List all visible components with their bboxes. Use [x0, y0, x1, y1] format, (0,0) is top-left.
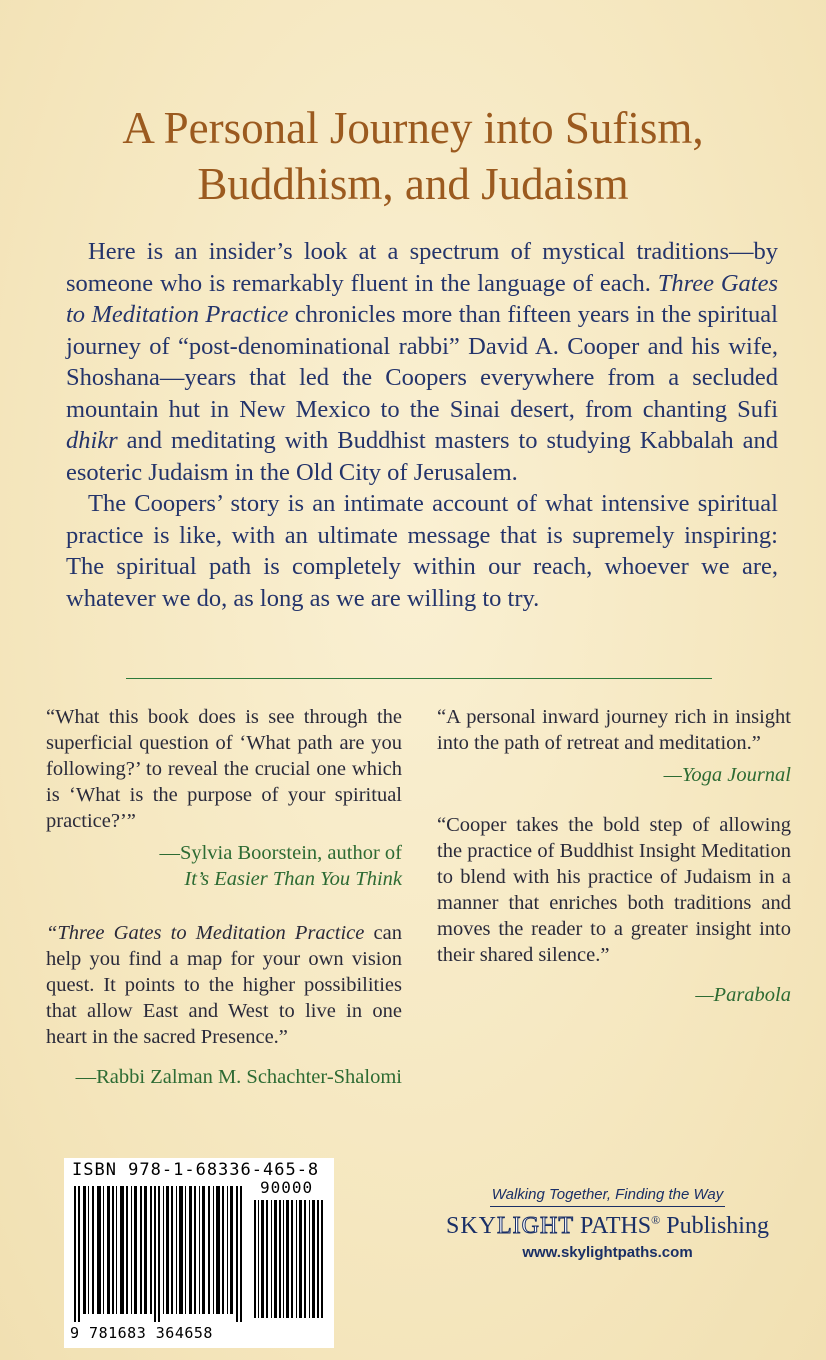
- attribution-name: —Sylvia Boorstein, author of: [159, 842, 402, 864]
- endorsement-quote: “A personal inward journey rich in insight into the path of retreat and meditation.”: [437, 706, 791, 754]
- attribution-book: It’s Easier Than You Think: [184, 868, 402, 890]
- title-line-1: A Personal Journey into Sufism,: [122, 103, 704, 153]
- book-description: [66, 236, 778, 614]
- title-line-2: Buddhism, and Judaism: [197, 159, 629, 209]
- back-cover-title: [0, 100, 826, 212]
- description-paragraph-1: [66, 236, 778, 488]
- dhikr-term: dhikr: [66, 427, 118, 454]
- addon-barcode-bars: [254, 1200, 324, 1318]
- endorsement-quote: [46, 920, 402, 1050]
- publisher-name-sky: SKY: [446, 1213, 498, 1239]
- endorsements-right-column: [437, 704, 791, 1008]
- publisher-tagline: Walking Together, Finding the Way: [491, 1186, 724, 1203]
- quote-text: can help you find a map for your own vision quest. It points to the higher possibilities that allow East and West to live in one heart in the sacred Presence.”: [46, 922, 403, 1048]
- tagline-rule: [490, 1206, 725, 1207]
- description-text: and meditating with Buddhist masters to studying Kabbalah and esoteric Judaism in the Old City of Jerusalem.: [66, 427, 778, 486]
- isbn-barcode: [64, 1158, 334, 1348]
- publisher-name: [440, 1213, 775, 1240]
- publisher-website[interactable]: www.skylightpaths.com: [522, 1244, 693, 1261]
- publisher-block: [440, 1186, 775, 1261]
- publisher-name-publishing: Publishing: [660, 1213, 769, 1239]
- endorsement-attribution: [46, 840, 402, 892]
- description-paragraph-2: The Coopers’ story is an intimate account of what intensive spiritual practice is like, with an ultimate message that is supremely inspiring: The spiritual path is completely within our reach, whoever we are, whatever we do, as long as we are willing to try.: [66, 490, 778, 612]
- publisher-name-paths: PATHS: [574, 1213, 652, 1239]
- price-code: 90000: [260, 1178, 314, 1197]
- endorsement-attribution: —Rabbi Zalman M. Schachter-Shalomi: [75, 1066, 402, 1088]
- endorsement-attribution: —Yoga Journal: [663, 764, 791, 786]
- endorsement-quote: “Cooper takes the bold step of allowing the practice of Buddhist Insight Meditation to blend with his practice of Judaism in a manner that enriches both traditions and moves the reader to a greater insight into their shared silence.”: [437, 814, 791, 966]
- book-title-italic: Three Gates to Meditation Practice: [66, 269, 778, 328]
- isbn-number: ISBN 978-1-68336-465-8: [72, 1160, 320, 1180]
- ean-barcode-bars: [74, 1186, 246, 1322]
- barcode-digits: 9 781683 364658: [70, 1324, 213, 1342]
- registered-mark: ®: [651, 1213, 661, 1227]
- endorsements-left-column: [46, 704, 402, 1090]
- endorsement-quote: “What this book does is see through the superficial question of ‘What path are you following?’ to reveal the crucial one which is ‘What is the purpose of your spiritual practice?’”: [46, 706, 402, 832]
- endorsement-attribution: —Parabola: [695, 984, 791, 1006]
- quote-book-title: “Three Gates to Meditation Practice: [46, 922, 365, 944]
- publisher-name-light: LIGHT: [497, 1213, 574, 1239]
- description-text: chronicles more than fifteen years in the spiritual journey of “post-denominational rabbi” David A. Cooper and his wife, Shoshana—years that led the Coopers everywhere from a secluded mountain hut in New Mexico to the Sinai desert, from chanting Sufi: [66, 301, 778, 423]
- section-divider: [126, 678, 712, 679]
- description-text: Here is an insider’s look at a spectrum of mystical traditions—by someone who is remarkably fluent in the language of each.: [66, 238, 778, 297]
